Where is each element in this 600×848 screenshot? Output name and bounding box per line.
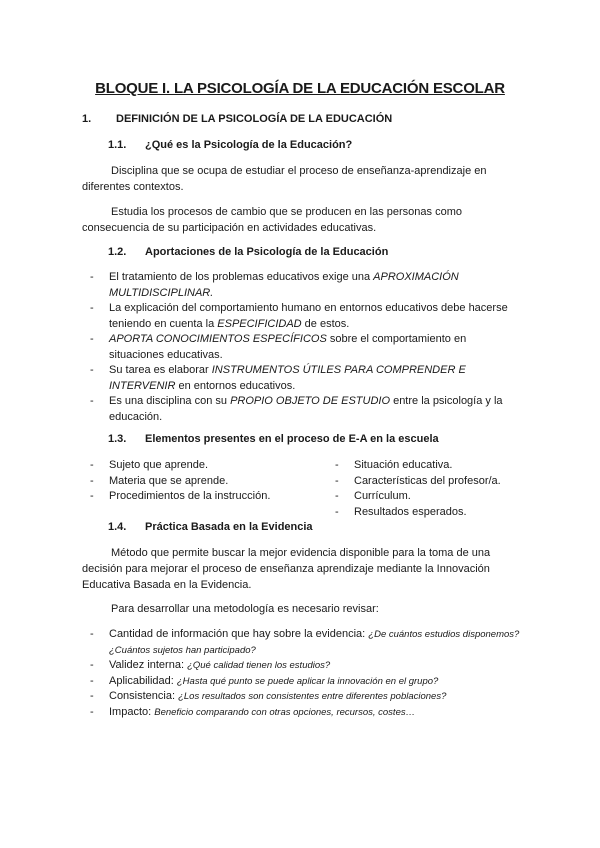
list-item: - Procedimientos de la instrucción. <box>82 489 270 505</box>
list-item: - Es una disciplina con su PROPIO OBJETO DE ESTUDIO entre la psicología y la educación. <box>82 394 522 425</box>
elements-list-left <box>82 458 270 505</box>
subsection-1-3-heading <box>108 433 439 445</box>
list-item: - Validez interna: ¿Qué calidad tienen los estudios? <box>82 658 522 674</box>
list-item: - Características del profesor/a. <box>327 474 501 490</box>
list-item: - Resultados esperados. <box>327 505 501 521</box>
subsection-number: 1.3. <box>108 433 127 445</box>
subsection-number: 1.2. <box>108 246 127 258</box>
subsection-title: Aportaciones de la Psicología de la Educación <box>145 246 389 258</box>
list-item: - Cantidad de información que hay sobre la evidencia: ¿De cuántos estudios disponemos? ¿Cuántos sujetos han participado? <box>82 627 522 658</box>
list-item: - El tratamiento de los problemas educativos exige una APROXIMACIÓN MULTIDISCIPLINAR. <box>82 270 522 301</box>
list-item: - Materia que se aprende. <box>82 474 270 490</box>
list-item: - Su tarea es elaborar INSTRUMENTOS ÚTILES PARA COMPRENDER E INTERVENIR en entornos educativos. <box>82 363 522 394</box>
section-1-heading <box>82 113 392 125</box>
list-item: - Sujeto que aprende. <box>82 458 270 474</box>
subsection-number: 1.4. <box>108 521 127 533</box>
subsection-title: ¿Qué es la Psicología de la Educación? <box>145 139 353 151</box>
subsection-title: Elementos presentes en el proceso de E-A en la escuela <box>145 433 439 445</box>
section-title: DEFINICIÓN DE LA PSICOLOGÍA DE LA EDUCACIÓN <box>116 113 393 125</box>
list-item: - Impacto: Beneficio comparando con otras opciones, recursos, costes… <box>82 705 522 721</box>
list-item: - Consistencia: ¿Los resultados son consistentes entre diferentes poblaciones? <box>82 689 522 705</box>
subsection-1-4-heading <box>108 521 313 533</box>
paragraph: Disciplina que se ocupa de estudiar el proceso de enseñanza-aprendizaje en diferentes contextos. <box>82 165 487 193</box>
paragraph: Método que permite buscar la mejor evidencia disponible para la toma de una decisión para mejorar el proceso de enseñanza aprendizaje mediante la Innovación Educativa Basada en la Evidencia. <box>82 547 491 591</box>
contributions-list <box>82 270 522 425</box>
subsection-1-1-heading <box>108 139 352 151</box>
list-item: - Aplicabilidad: ¿Hasta qué punto se puede aplicar la innovación en el grupo? <box>82 674 522 690</box>
elements-list-right <box>327 458 501 520</box>
list-item: - Situación educativa. <box>327 458 501 474</box>
paragraph: Para desarrollar una metodología es necesario revisar: <box>111 603 379 615</box>
paragraph: Estudia los procesos de cambio que se producen en las personas como consecuencia de su participación en actividades educativas. <box>82 206 462 234</box>
evidence-criteria-list <box>82 627 522 720</box>
list-item: - Currículum. <box>327 489 501 505</box>
subsection-1-2-heading <box>108 246 388 258</box>
subsection-title: Práctica Basada en la Evidencia <box>145 521 313 533</box>
list-item: - La explicación del comportamiento humano en entornos educativos debe hacerse teniendo en cuenta la ESPECIFICIDAD de estos. <box>82 301 522 332</box>
list-item: - APORTA CONOCIMIENTOS ESPECÍFICOS sobre el comportamiento en situaciones educativas. <box>82 332 522 363</box>
subsection-number: 1.1. <box>108 139 127 151</box>
document-title: BLOQUE I. LA PSICOLOGÍA DE LA EDUCACIÓN ESCOLAR <box>95 80 505 97</box>
section-number: 1. <box>82 113 92 125</box>
